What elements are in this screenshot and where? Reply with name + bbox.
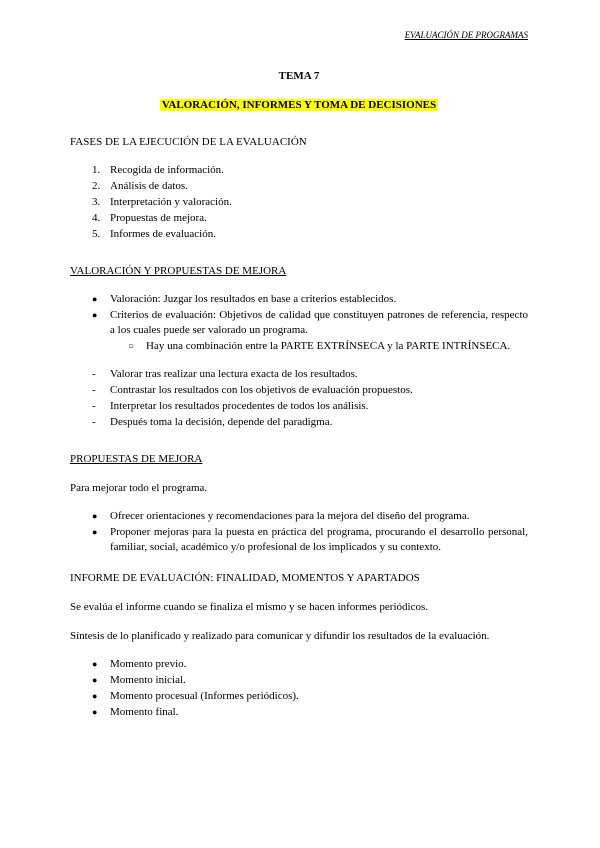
- bullet-icon: ●: [92, 675, 98, 685]
- list-item-text: Ofrecer orientaciones y recomendaciones para la mejora del diseño del programa.: [110, 510, 470, 522]
- list-item-text: Valorar tras realizar una lectura exacta de los resultados.: [110, 368, 358, 380]
- list-item: [92, 415, 528, 430]
- list-item: [92, 509, 528, 524]
- bullet-icon: ●: [92, 691, 98, 701]
- list-item: [92, 689, 528, 704]
- dash-icon: -: [92, 368, 96, 380]
- list-item-text: Valoración: Juzgar los resultados en base a criterios establecidos.: [110, 293, 397, 305]
- doc-title: TEMA 7: [278, 70, 320, 82]
- list-item: [92, 673, 528, 688]
- list-number: 2.: [92, 180, 101, 192]
- list-item-text: Propuestas de mejora.: [110, 212, 207, 224]
- list-item: [92, 292, 528, 307]
- list-item: [92, 163, 528, 178]
- list-item-text: Proponer mejoras para la puesta en práctica del programa, procurando el desarrollo personal, familiar, social, académico y/o profesional de los implicados y su contexto.: [110, 526, 528, 553]
- circle-bullet-icon: ○: [128, 341, 135, 352]
- bullet-icon: ●: [92, 294, 98, 304]
- list-item-text: Criterios de evaluación: Objetivos de calidad que constituyen patrones de referencia, respecto a los cuales puede ser valorado un programa.: [110, 309, 528, 336]
- dash-list-valoracion: [70, 367, 528, 430]
- list-number: 3.: [92, 196, 101, 208]
- list-item-text: Después toma la decisión, depende del paradigma.: [110, 416, 333, 428]
- running-header: [70, 28, 528, 43]
- list-item-text: Momento final.: [110, 706, 179, 718]
- list-item: [92, 195, 528, 210]
- section-heading-informe: INFORME DE EVALUACIÓN: FINALIDAD, MOMENTOS Y APARTADOS: [70, 572, 420, 584]
- list-item: [92, 399, 528, 414]
- list-item-text: Contrastar los resultados con los objetivos de evaluación propuestos.: [110, 384, 413, 396]
- list-item-text: Hay una combinación entre la PARTE EXTRÍNSECA y la PARTE INTRÍNSECA.: [146, 340, 511, 352]
- section-heading-fases: FASES DE LA EJECUCIÓN DE LA EVALUACIÓN: [70, 136, 307, 148]
- bullet-list-informe: [70, 657, 528, 720]
- list-item-text: Recogida de información.: [110, 164, 224, 176]
- paragraph-propuestas-intro: Para mejorar todo el programa.: [70, 482, 208, 494]
- list-number: 5.: [92, 228, 101, 240]
- list-item: [92, 227, 528, 242]
- list-item-text: Análisis de datos.: [110, 180, 188, 192]
- list-item: [92, 367, 528, 382]
- bullet-icon: ●: [92, 511, 98, 521]
- list-item: [92, 179, 528, 194]
- list-item-text: Interpretación y valoración.: [110, 196, 232, 208]
- doc-subtitle-highlight: VALORACIÓN, INFORMES Y TOMA DE DECISIONES: [161, 99, 437, 111]
- dash-icon: -: [92, 416, 96, 428]
- doc-subtitle: [70, 98, 528, 113]
- paragraph-informe-2: Síntesis de lo planificado y realizado para comunicar y difundir los resultados de la evaluación.: [70, 630, 490, 642]
- list-item: [92, 705, 528, 720]
- bullet-icon: ●: [92, 310, 98, 320]
- list-number: 4.: [92, 212, 101, 224]
- section-heading-valoracion: VALORACIÓN Y PROPUESTAS DE MEJORA: [70, 265, 287, 277]
- bullet-icon: ●: [92, 707, 98, 717]
- list-item: [92, 308, 528, 338]
- list-number: 1.: [92, 164, 101, 176]
- list-item-text: Momento previo.: [110, 658, 187, 670]
- dash-icon: -: [92, 400, 96, 412]
- list-sub-item: [128, 339, 528, 354]
- list-item: [92, 525, 528, 555]
- bullet-list-propuestas: [70, 509, 528, 555]
- list-item: [92, 383, 528, 398]
- numbered-list-fases: [70, 163, 528, 242]
- list-item: [92, 657, 528, 672]
- list-item-text: Momento inicial.: [110, 674, 186, 686]
- list-item-text: Interpretar los resultados procedentes de todos los análisis.: [110, 400, 369, 412]
- bullet-list-valoracion: [70, 292, 528, 354]
- bullet-icon: ●: [92, 659, 98, 669]
- paragraph-informe-1: Se evalúa el informe cuando se finaliza el mismo y se hacen informes periódicos.: [70, 601, 428, 613]
- bullet-icon: ●: [92, 527, 98, 537]
- section-heading-propuestas: PROPUESTAS DE MEJORA: [70, 453, 203, 465]
- list-item-text: Informes de evaluación.: [110, 228, 216, 240]
- list-item-text: Momento procesual (Informes periódicos).: [110, 690, 299, 702]
- dash-icon: -: [92, 384, 96, 396]
- list-item: [92, 211, 528, 226]
- running-header-title: EVALUACIÓN DE PROGRAMAS: [404, 30, 528, 40]
